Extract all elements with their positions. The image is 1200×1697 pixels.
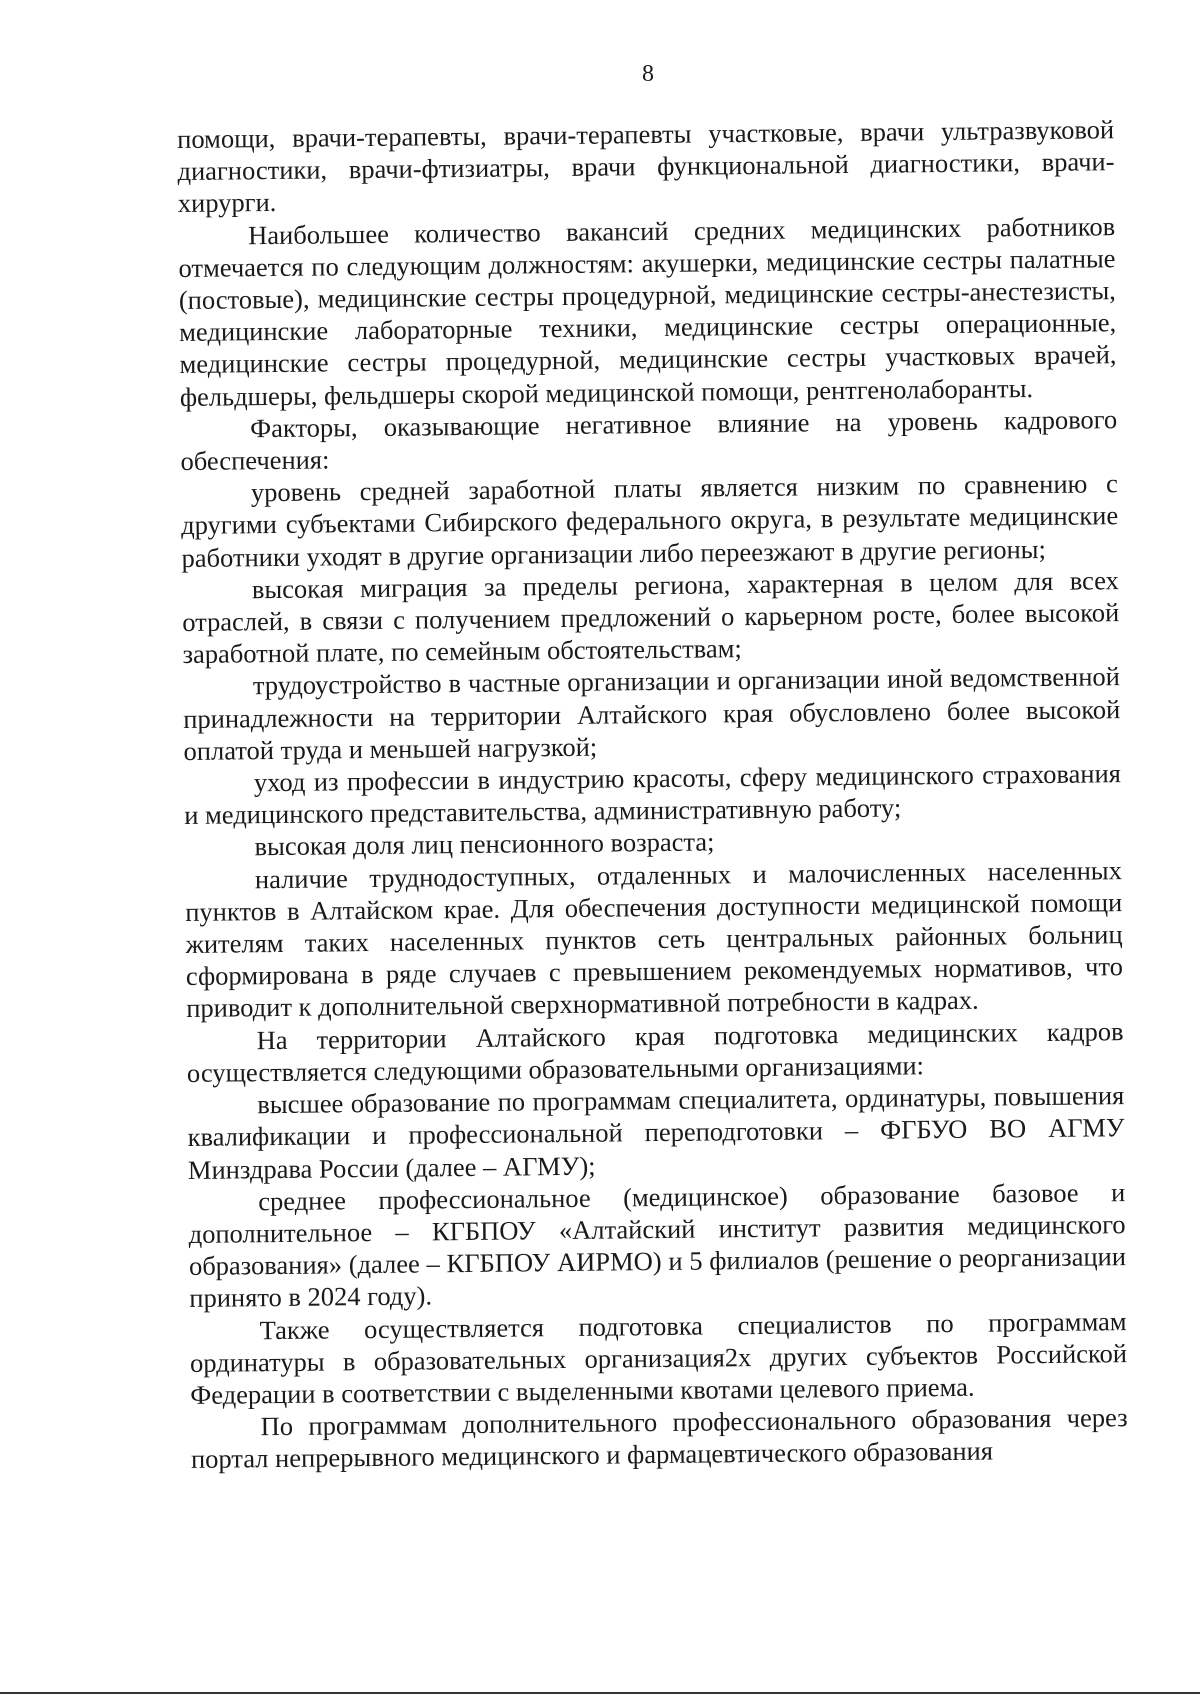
paragraph-specialist-list-continued: помощи, врачи-терапевты, врачи-терапевты участковые, врачи ультразвуковой диагностики, врачи-фтизиатры, врачи функциональной диагностики, врачи-хирурги.	[177, 114, 1115, 219]
paragraph-continuing-education: По программам дополнительного профессионального образования через портал непрерывного медицинского и фармацевтического образования	[190, 1402, 1128, 1475]
page-number: 8	[642, 61, 654, 87]
paragraph-secondary-education: среднее профессиональное (медицинское) образование базовое и дополнительное – КГБПОУ «Алтайский институт развития медицинского образования» (далее – КГБПОУ АИРМО) и 5 филиалов (решение о реорганизации принято в 2024 году).	[188, 1176, 1127, 1314]
paragraph-nursing-vacancies: Наибольшее количество вакансий средних медицинских работников отмечается по следующим должностям: акушерки, медицинские сестры палатные (постовые), медицинские сестры процедурной, медицинские сестры-анестезисты, медицинские лабораторные техники, медицинские сестры операционные, медицинские сестры процедурной, медицинские сестры участковых врачей, фельдшеры, фельдшеры скорой медицинской помощи, рентгенолаборанты.	[178, 210, 1117, 412]
paragraph-factor-migration: высокая миграция за пределы региона, характерная в целом для всех отраслей, в связи с получением предложений о карьерном росте, более высокой заработной плате, по семейным обстоятельствам;	[182, 565, 1120, 670]
paragraph-higher-education: высшее образование по программам специалитета, ординатуры, повышения квалификации и профессиональной переподготовки – ФГБУО ВО АГМУ Минздрава России (далее – АГМУ);	[187, 1080, 1125, 1185]
paragraph-residency-quotas: Также осуществляется подготовка специалистов по программам ординатуры в образовательных организация2х других субъектов Российской Федерации в соответствии с выделенными квотами целевого приема.	[189, 1305, 1128, 1410]
document-body	[177, 113, 1128, 1475]
page-bottom-divider	[0, 1692, 1200, 1694]
paragraph-factor-leaving-profession: уход из профессии в индустрию красоты, сферу медицинского страхования и медицинского представительства, административную работу;	[184, 758, 1122, 831]
paragraph-factor-low-salary: уровень средней заработной платы является низким по сравнению с другими субъектами Сибирского федерального округа, в результате медицинские работники уходят в другие организации либо переезжают в другие регионы;	[181, 468, 1119, 573]
paragraph-factor-pension-age: высокая доля лиц пенсионного возраста;	[254, 826, 715, 862]
paragraph-factor-private-employment: трудоустройство в частные организации и организации иной ведомственной принадлежности на территории Алтайского края обусловлено более высокой оплатой труда и меньшей нагрузкой;	[183, 661, 1121, 766]
paragraph-negative-factors-intro: Факторы, оказывающие негативное влияние на уровень кадрового обеспечения:	[180, 404, 1118, 477]
paragraph-training-intro: На территории Алтайского края подготовка медицинских кадров осуществляется следующими образовательными организациями:	[186, 1015, 1124, 1088]
paragraph-factor-remote-settlements: наличие труднодоступных, отдаленных и малочисленных населенных пунктов в Алтайском крае. Для обеспечения доступности медицинской помощи жителям таких населенных пунктов сеть центральных районных больниц сформирована в ряде случаев с превышением рекомендуемых нормативов, что приводит к дополнительной сверхнормативной потребности в кадрах.	[185, 854, 1124, 1024]
